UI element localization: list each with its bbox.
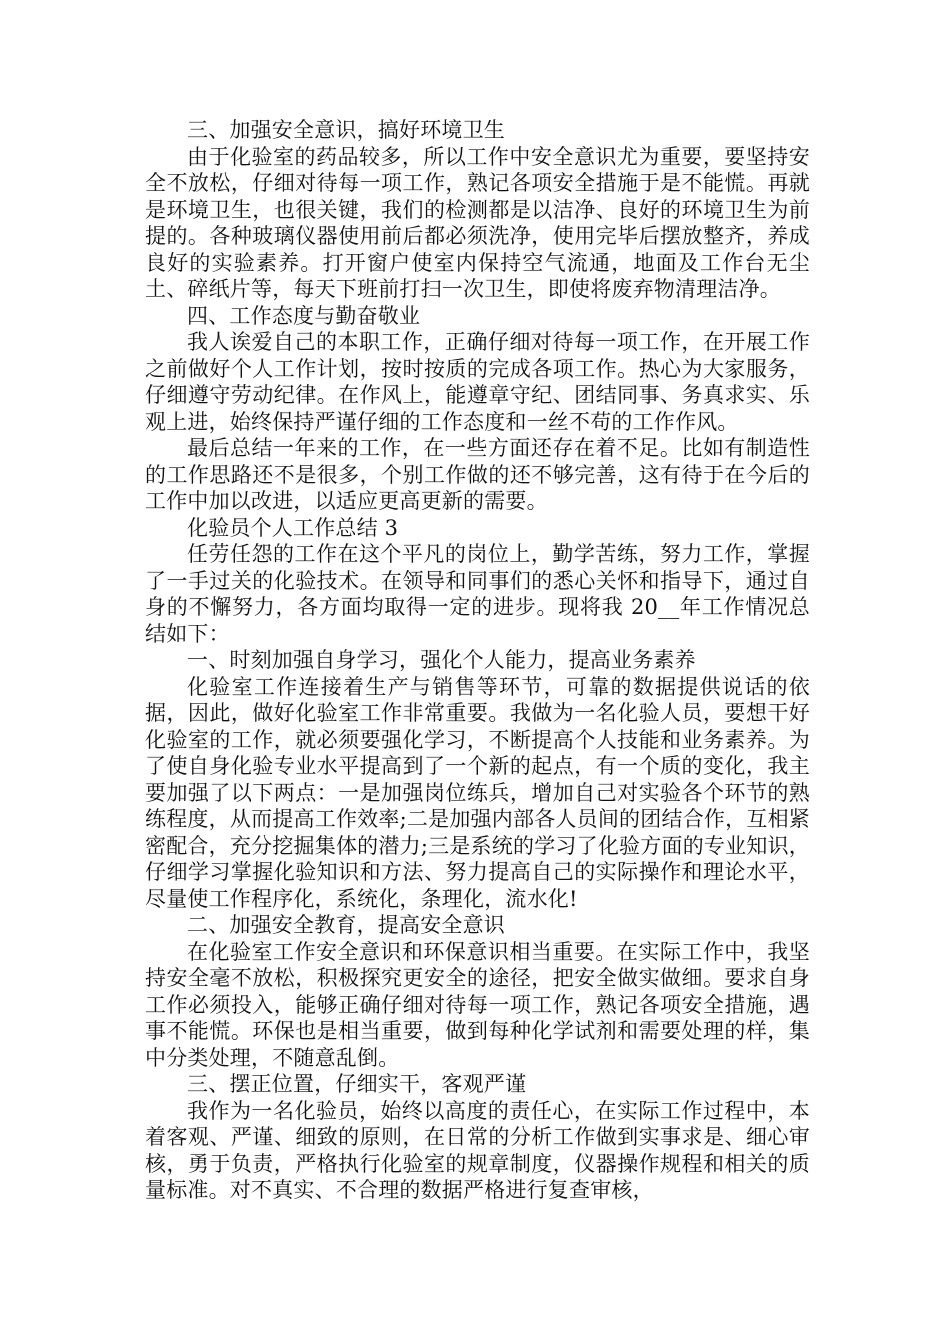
section-heading: 三、加强安全意识，搞好环境卫生 <box>187 118 505 142</box>
paragraph: 化验室工作连接着生产与销售等环节，可靠的数据提供说话的依据，因此，做好化验室工作非常重要。我做为一名化验人员，要想干好化验室的工作，就必须要强化学习，不断提高个人技能和业务素养。为了使自身化验专业水平提高到了一个新的起点，有一个质的变化，我主要加强了以下两点：一是加强岗位练兵，增加自己对实验各个环节的熟练程度，从而提高工作效率;二是加强内部各人员间的团结合作，互相紧密配合，充分挖掘集体的潜力;三是系统的学习了化验方面的专业知识，仔细学习掌握化验知识和方法、努力提高自己的实际操作和理论水平，尽量使工作程序化，系统化，条理化，流水化! <box>145 674 810 911</box>
paragraph: 由于化验室的药品较多，所以工作中安全意识尤为重要，要坚持安全不放松，仔细对待每一项工作，熟记各项安全措施于是不能慌。再就是环境卫生，也很关键，我们的检测都是以洁净、良好的环境卫生为前提的。各种玻璃仪器使用前后都必须洗净，使用完毕后摆放整齐，养成良好的实验素养。打开窗户使室内保持空气流通，地面及工作台无尘土、碎纸片等，每天下班前打扫一次卫生，即使将废弃物清理洁净。 <box>145 144 810 301</box>
section-heading: 三、摆正位置，仔细实干，客观严谨 <box>187 1072 527 1096</box>
document-title: 化验员个人工作总结 3 <box>187 515 399 540</box>
paragraph: 我作为一名化验员，始终以高度的责任心，在实际工作过程中，本着客观、严谨、细致的原则，在日常的分析工作做到实事求是、细心审核，勇于负责，严格执行化验室的规章制度，仪器操作规程和相关的质量标准。对不真实、不合理的数据严格进行复查审核， <box>145 1098 810 1202</box>
paragraph: 任劳任怨的工作在这个平凡的岗位上，勤学苦练，努力工作，掌握了一手过关的化验技术。在领导和同事们的悉心关怀和指导下，通过自身的不懈努力，各方面均取得一定的进步。现将我 20__年工作情况总结如下： <box>145 542 810 646</box>
paragraph: 在化验室工作安全意识和环保意识相当重要。在实际工作中，我坚持安全毫不放松，积极探究更安全的途径，把安全做实做细。要求自身工作必须投入，能够正确仔细对待每一项工作，熟记各项安全措施，遇事不能慌。环保也是相当重要，做到每种化学试剂和需要处理的样，集中分类处理，不随意乱倒。 <box>145 939 810 1070</box>
section-heading: 四、工作态度与勤奋敬业 <box>187 303 421 328</box>
paragraph: 我人诶爱自己的本职工作，正确仔细对待每一项工作，在开展工作之前做好个人工作计划，按时按质的完成各项工作。热心为大家服务，仔细遵守劳动纪律。在作风上，能遵章守纪、团结同事、务真求实、乐观上进，始终保持严谨仔细的工作态度和一丝不苟的工作作风。 <box>145 330 810 434</box>
section-heading: 二、加强安全教育，提高安全意识 <box>187 913 505 937</box>
document-body <box>145 117 810 1204</box>
paragraph: 最后总结一年来的工作，在一些方面还存在着不足。比如有制造性的工作思路还不是很多，个别工作做的还不够完善，这有待于在今后的工作中加以改进，以适应更高更新的需要。 <box>145 436 810 513</box>
section-heading: 一、时刻加强自身学习，强化个人能力，提高业务素养 <box>187 648 696 672</box>
